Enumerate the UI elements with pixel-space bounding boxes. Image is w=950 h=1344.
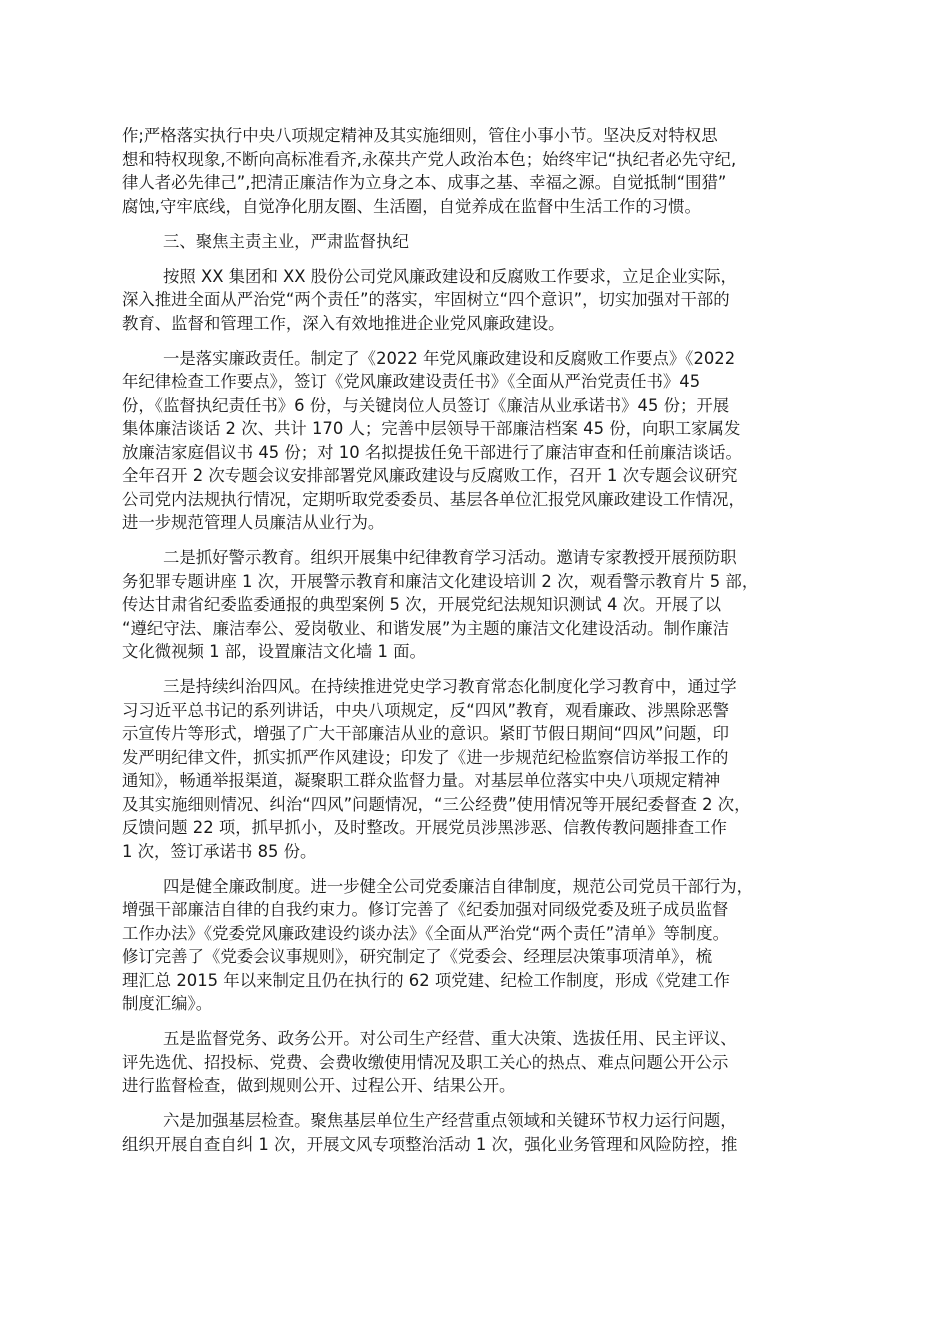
text-line: 发严明纪律文件，抓实抓严作风建设；印发了《进一步规范纪检监察信访举报工作的: [122, 747, 729, 767]
text-line: 四是健全廉政制度。进一步健全公司党委廉洁自律制度，规范公司党员干部行为，: [163, 876, 754, 896]
text-line: 习习近平总书记的系列讲话，中央八项规定，反“四风”教育，观看廉政、涉黑除恶警: [122, 700, 730, 720]
text-line: “遵纪守法、廉洁奉公、爱岗敬业、和谐发展”为主题的廉洁文化建设活动。制作廉洁: [122, 618, 730, 638]
paragraph-item-3: [122, 675, 834, 863]
text-line: 作;严格落实执行中央八项规定精神及其实施细则，管住小事小节。坚决反对特权思: [122, 126, 718, 145]
text-line: 律人者必先律己”,把清正廉洁作为立身之本、成事之基、幸福之源。自觉抵制“围猎”: [122, 173, 727, 192]
paragraph-intro: [122, 265, 834, 336]
text-line: 理汇总 2015 年以来制定且仍在执行的 62 项党建、纪检工作制度，形成《党建工作: [122, 970, 730, 990]
text-line: 反馈问题 22 项，抓早抓小，及时整改。开展党员涉黑涉恶、信教传教问题排查工作: [122, 818, 727, 837]
text-line: 五是监督党务、政务公开。对公司生产经营、重大决策、选拔任用、民主评议、: [163, 1029, 737, 1048]
text-line: 一是落实廉政责任。制定了《2022 年党风廉政建设和反腐败工作要点》《2022: [163, 348, 736, 368]
text-line: 按照 XX 集团和 XX 股份公司党风廉政建设和反腐败工作要求，立足企业实际，: [163, 266, 737, 286]
text-line: 示宣传片等形式，增强了广大干部廉洁从业的意识。紧盯节假日期间“四风”问题，印: [122, 724, 730, 743]
paragraph-continuation: [122, 124, 834, 218]
text-line: 传达甘肃省纪委监委通报的典型案例 5 次，开展党纪法规知识测试 4 次。开展了以: [122, 595, 721, 614]
text-line: 工作办法》《党委党风廉政建设约谈办法》《全面从严治党“两个责任”清单》等制度。: [122, 923, 730, 943]
paragraph-item-5: [122, 1027, 834, 1098]
text-line: 公司党内法规执行情况，定期听取党委委员、基层各单位汇报党风廉政建设工作情况，: [122, 489, 745, 509]
paragraph-item-1: [122, 347, 834, 535]
text-line: 进行监督检查，做到规则公开、过程公开、结果公开。: [122, 1076, 516, 1095]
paragraph-item-6: [122, 1109, 834, 1156]
text-line: 二是抓好警示教育。组织开展集中纪律教育学习活动。邀请专家教授开展预防职: [163, 548, 737, 567]
text-line: 文化微视频 1 部，设置廉洁文化墙 1 面。: [122, 642, 426, 661]
text-line: 想和特权现象,不断向高标准看齐,永葆共产党人政治本色；始终牢记“执纪者必先守纪,: [122, 149, 737, 169]
text-line: 全年召开 2 次专题会议安排部署党风廉政建设与反腐败工作，召开 1 次专题会议研究: [122, 466, 738, 485]
text-line: 务犯罪专题讲座 1 次，开展警示教育和廉洁文化建设培训 2 次，观看警示教育片 5 部，: [122, 571, 759, 591]
text-line: 份，《监督执纪责任书》6 份，与关键岗位人员签订《廉洁从业承诺书》45 份；开展: [122, 395, 730, 415]
text-line: 修订完善了《党委会议事规则》，研究制定了《党委会、经理层决策事项清单》，梳: [122, 947, 713, 966]
text-line: 评先选优、招投标、党费、会费收缴使用情况及职工关心的热点、难点问题公开公示: [122, 1052, 729, 1072]
text-line: 三是持续纠治四风。在持续推进党史学习教育常态化制度化学习教育中，通过学: [163, 677, 737, 696]
text-line: 腐蚀,守牢底线，自觉净化朋友圈、生活圈，自觉养成在监督中生活工作的习惯。: [122, 196, 701, 216]
paragraph-item-4: [122, 875, 834, 1016]
text-line: 教育、监督和管理工作，深入有效地推进企业党风廉政建设。: [122, 313, 565, 333]
text-line: 六是加强基层检查。聚焦基层单位生产经营重点领域和关键环节权力运行问题，: [163, 1111, 737, 1130]
paragraph-item-2: [122, 546, 834, 664]
text-line: 集体廉洁谈话 2 次、共计 170 人；完善中层领导干部廉洁档案 45 份，向职工家属发: [122, 419, 741, 438]
text-line: 放廉洁家庭倡议书 45 份；对 10 名拟提拔任免干部进行了廉洁审查和任前廉洁谈话。: [122, 442, 742, 462]
text-line: 1 次，签订承诺书 85 份。: [122, 841, 317, 861]
text-line: 制度汇编》。: [122, 994, 213, 1013]
section-heading: [122, 230, 834, 254]
text-line: 进一步规范管理人员廉洁从业行为。: [122, 513, 385, 532]
heading-line: 三、聚焦主责主业，严肃监督执纪: [163, 231, 409, 251]
text-line: 深入推进全面从严治党“两个责任”的落实，牢固树立“四个意识”，切实加强对干部的: [122, 290, 730, 309]
text-line: 年纪律检查工作要点》，签订《党风廉政建设责任书》《全面从严治党责任书》45: [122, 372, 701, 391]
document-body: [122, 124, 834, 1168]
text-line: 及其实施细则情况、纠治“四风”问题情况，“三公经费”使用情况等开展纪委督查 2 次，: [122, 794, 751, 814]
text-line: 通知》，畅通举报渠道，凝聚职工群众监督力量。对基层单位落实中央八项规定精神: [122, 771, 721, 790]
text-line: 增强干部廉洁自律的自我约束力。修订完善了《纪委加强对同级党委及班子成员监督: [122, 900, 729, 919]
text-line: 组织开展自查自纠 1 次，开展文风专项整治活动 1 次，强化业务管理和风险防控，推: [122, 1134, 738, 1154]
